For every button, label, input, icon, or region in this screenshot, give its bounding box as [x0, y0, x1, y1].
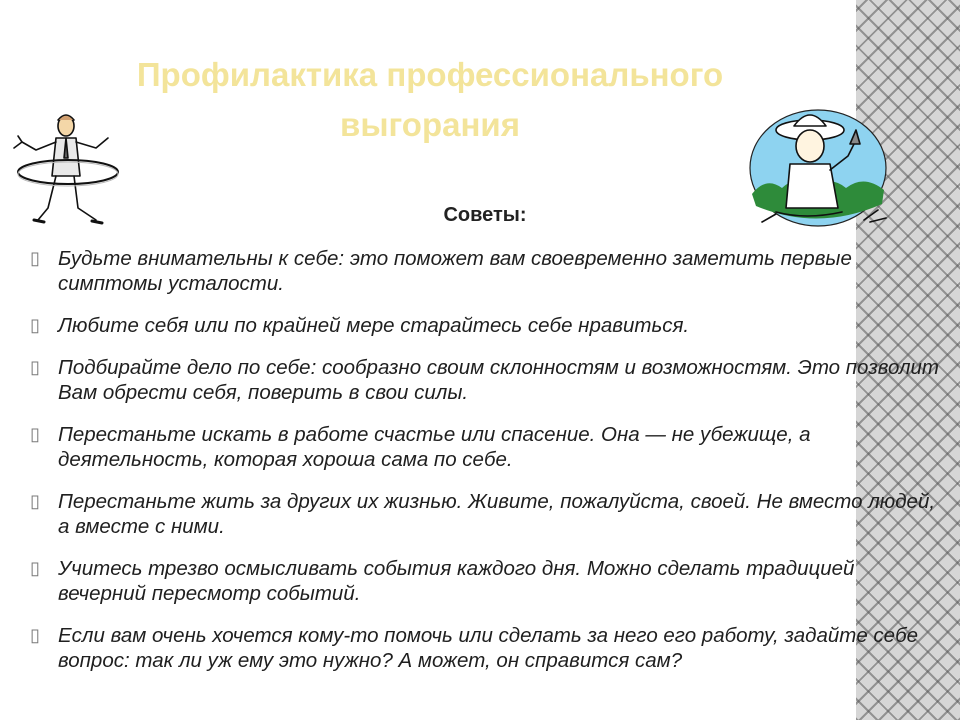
tip-text: Учитесь трезво осмысливать события каждого дня. Можно сделать традицией вечерний пересмотр событий. [58, 557, 855, 605]
bullet-icon: ▯ [30, 625, 40, 645]
bullet-icon: ▯ [30, 491, 40, 511]
list-item [28, 556, 948, 606]
tip-text: Если вам очень хочется кому-то помочь или сделать за него его работу, задайте себе вопрос: так ли уж ему это нужно? А может, он справится сам? [58, 624, 919, 672]
bullet-icon: ▯ [30, 424, 40, 444]
list-item [28, 623, 948, 673]
tip-text: Перестаньте искать в работе счастье или спасение. Она — не убежище, а деятельность, которая хороша сама по себе. [58, 423, 811, 471]
title-line-1: Профилактика профессионального [136, 56, 724, 93]
gardener-woman-clipart [746, 104, 892, 244]
subtitle-tips: Советы: [443, 204, 527, 226]
man-with-hula-hoop-clipart [8, 108, 126, 234]
bullet-icon: ▯ [30, 357, 40, 377]
bullet-icon: ▯ [30, 248, 40, 268]
tips-list [28, 246, 948, 690]
bullet-icon: ▯ [30, 558, 40, 578]
list-item [28, 313, 948, 338]
list-item [28, 489, 948, 539]
list-item [28, 422, 948, 472]
title-line-2: выгорания [340, 106, 520, 143]
bullet-icon: ▯ [30, 315, 40, 335]
list-item [28, 355, 948, 405]
slide-title [60, 50, 800, 150]
tip-text: Перестаньте жить за других их жизнью. Живите, пожалуйста, своей. Не вместо людей, а вместе с ними. [58, 490, 936, 538]
tip-text: Любите себя или по крайней мере старайтесь себе нравиться. [58, 314, 690, 337]
list-item [28, 246, 948, 296]
tip-text: Подбирайте дело по себе: сообразно своим склонностям и возможностям. Это позволит Вам обрести себя, поверить в свои силы. [58, 356, 939, 404]
tip-text: Будьте внимательны к себе: это поможет вам своевременно заметить первые симптомы усталости. [58, 247, 852, 295]
